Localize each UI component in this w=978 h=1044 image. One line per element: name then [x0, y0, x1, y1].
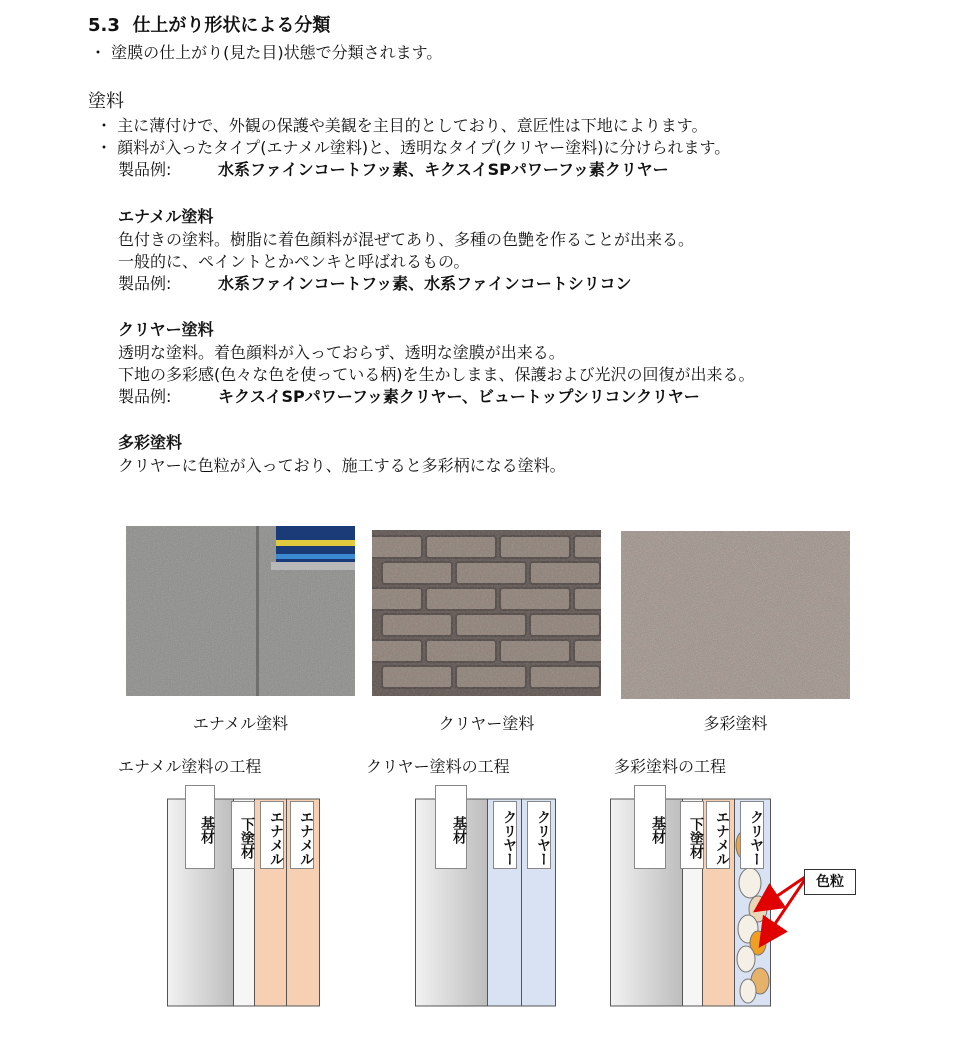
- enamel-example-label: 製品例:: [118, 274, 172, 293]
- clear-photo: [372, 530, 601, 696]
- enamel-layer1-label: エナメル: [260, 801, 284, 869]
- color-grain-callout: 色粒: [804, 869, 856, 895]
- clear-photo-caption: クリヤー塗料: [438, 714, 535, 733]
- clear-line-1: 透明な塗料。着色顔料が入っておらず、透明な塗膜が出来る。: [118, 343, 565, 362]
- clear-layer1-label: クリヤー: [493, 801, 517, 869]
- multi-photo: [621, 531, 850, 699]
- clear-heading: クリヤー塗料: [118, 320, 214, 339]
- clear-example-value: キクスイSPパワーフッ素クリヤー、ビュートップシリコンクリヤー: [218, 387, 700, 406]
- paint-bullet-2: ・ 顔料が入ったタイプ(エナメル塗料)と、透明なタイプ(クリヤー塗料)に分けられます。: [96, 138, 731, 157]
- multi-line-1: クリヤーに色粒が入っており、施工すると多彩柄になる塗料。: [118, 456, 566, 475]
- enamel-photo: [126, 526, 355, 696]
- enamel-diagram: [167, 785, 321, 1007]
- enamel-base-label: 基材: [185, 785, 215, 869]
- enamel-line-2: 一般的に、ペイントとかペンキと呼ばれるもの。: [118, 252, 470, 271]
- paint-example-value: 水系ファインコートフッ素、キクスイSPパワーフッ素クリヤー: [218, 160, 669, 179]
- clear-diagram: [415, 785, 557, 1007]
- clear-base-label: 基材: [435, 785, 467, 869]
- multi-base-label: 基材: [634, 785, 666, 869]
- section-intro: ・ 塗膜の仕上がり(見た目)状態で分類されます。: [90, 43, 443, 62]
- enamel-diagram-title: エナメル塗料の工程: [118, 757, 262, 776]
- clear-diagram-title: クリヤー塗料の工程: [366, 757, 510, 776]
- multi-diagram: [610, 785, 860, 1007]
- clear-line-2: 下地の多彩感(色々な色を使っている柄)を生かしまま、保護および光沢の回復が出来る。: [118, 365, 755, 384]
- enamel-layer2-label: エナメル: [290, 801, 314, 869]
- enamel-example-value: 水系ファインコートフッ素、水系ファインコートシリコン: [218, 274, 632, 293]
- clear-example-label: 製品例:: [118, 387, 172, 406]
- enamel-heading: エナメル塗料: [118, 207, 214, 226]
- multi-under-label: 下塗材: [680, 801, 704, 869]
- enamel-photo-caption: エナメル塗料: [192, 714, 289, 733]
- section-title: 5.3 仕上がり形状による分類: [88, 15, 331, 36]
- paint-example-label: 製品例:: [118, 160, 172, 179]
- multi-layer2-label: クリヤー: [740, 801, 764, 869]
- paint-bullet-1: ・ 主に薄付けで、外観の保護や美観を主目的としており、意匠性は下地によります。: [96, 116, 708, 135]
- enamel-under-label: 下塗材: [231, 801, 255, 869]
- clear-layer2-label: クリヤー: [527, 801, 551, 869]
- multi-diagram-title: 多彩塗料の工程: [614, 757, 727, 776]
- enamel-line-1: 色付きの塗料。樹脂に着色顔料が混ぜてあり、多種の色艶を作ることが出来る。: [118, 230, 695, 249]
- paint-heading: 塗料: [88, 91, 124, 112]
- multi-heading: 多彩塗料: [118, 433, 183, 452]
- multi-layer1-label: エナメル: [706, 801, 730, 869]
- multi-photo-caption: 多彩塗料: [703, 714, 768, 733]
